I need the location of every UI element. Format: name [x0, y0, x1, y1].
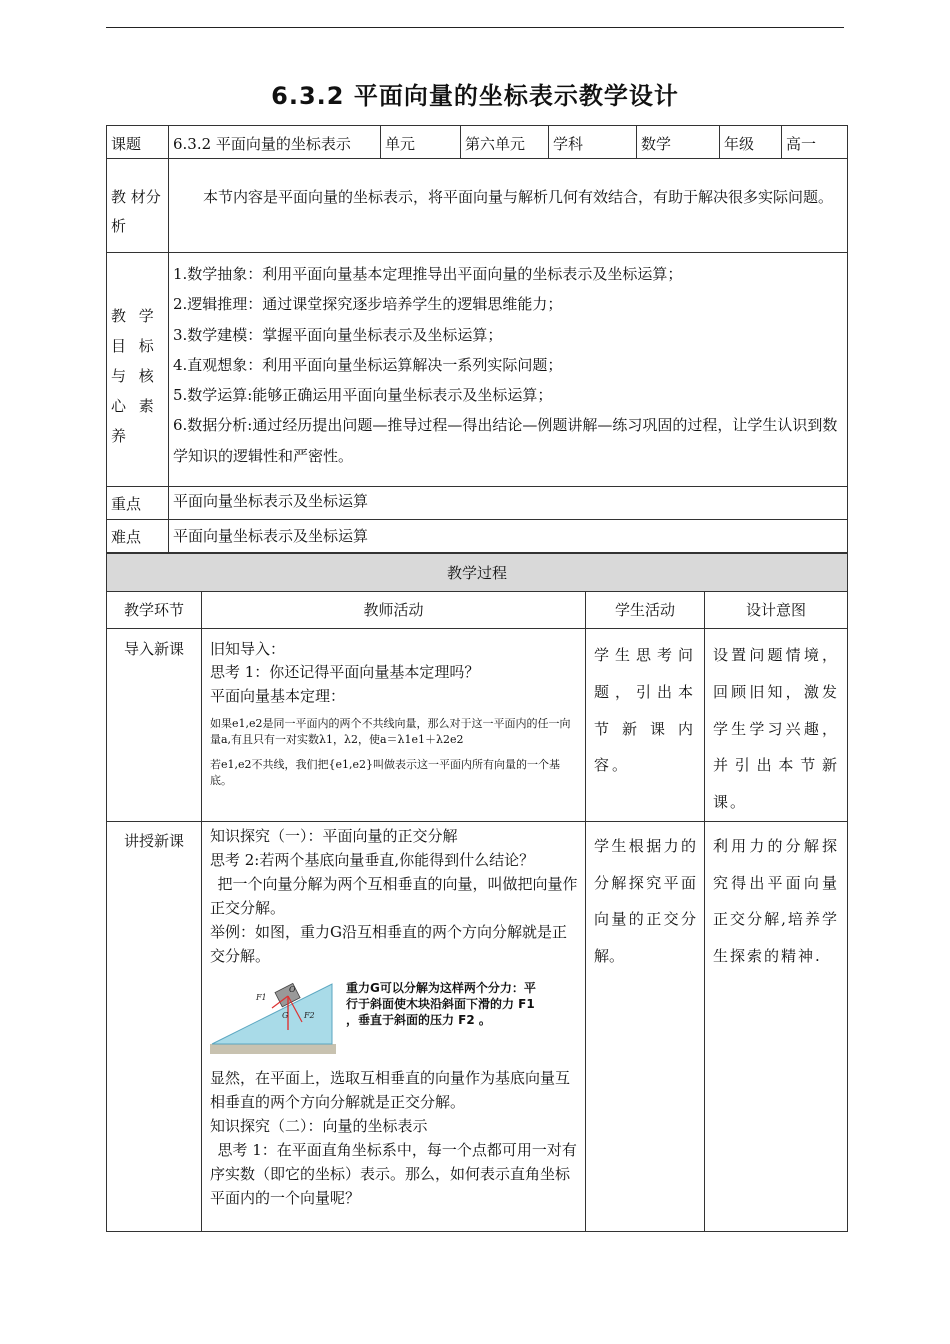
teacher-line: 旧知导入： [210, 640, 286, 658]
g-label: G [282, 1010, 289, 1020]
goal-item: 2.逻辑推理：通过课堂探究逐步培养学生的逻辑思维能力； [173, 295, 563, 314]
student-cell: 学生根据力的分解探究平面向量的正交分解。 [586, 821, 705, 1231]
key-point-text: 平面向量坐标表示及坐标运算 [169, 487, 848, 520]
process-row-intro [107, 629, 848, 822]
goal-item: 6.数据分析:通过经历提出问题—推导过程—得出结论—例题讲解—练习巩固的过程，让学生认识到数学知识的逻辑性和严密性。 [173, 416, 838, 465]
goals-row [107, 253, 848, 487]
col-teacher: 教师活动 [202, 592, 586, 629]
unit-label: 单元 [381, 126, 461, 159]
analysis-paragraph: 本节内容是平面向量的坐标表示，将平面向量与解析几何有效结合，有助于解决很多实际问题。 [203, 188, 834, 206]
topic-value: 6.3.2 平面向量的坐标表示 [169, 126, 381, 159]
goals-list [169, 253, 848, 487]
f1-label: F1 [256, 992, 267, 1002]
force-decomposition-figure [210, 978, 579, 1066]
analysis-text [169, 159, 848, 253]
student-cell: 学生思考问题，引出本节新课内容。 [586, 629, 705, 822]
teacher-line: 举例：如图，重力G沿互相垂直的两个方向分解就是正交分解。 [210, 922, 567, 965]
process-table [106, 553, 848, 1232]
teacher-line: 知识探究（二）：向量的坐标表示 [210, 1116, 428, 1135]
info-table [106, 125, 848, 553]
teacher-line: 思考 1：在平面直角坐标系中，每一个点都可用一对有序实数（即它的坐标）表示。那么，如何表示直角坐标平面内的一个向量呢？ [210, 1140, 577, 1207]
stage-cell: 讲授新课 [107, 821, 202, 1231]
goals-label-text: 教 学 目 标 与 核 心 素 养 [111, 307, 158, 445]
goals-label [107, 253, 169, 487]
subject-label: 学科 [549, 126, 637, 159]
key-point-label: 重点 [107, 487, 169, 520]
stage-cell: 导入新课 [107, 629, 202, 822]
figure-caption: 重力G可以分解为这样两个分力：平行于斜面使木块沿斜面下滑的力 F1 ，垂直于斜面的压力 F2 。 [346, 980, 536, 1028]
unit-value: 第六单元 [461, 126, 549, 159]
intent-cell: 设置问题情境，回顾旧知，激发学生学习兴趣，并引出本节新课。 [705, 629, 848, 822]
process-columns-row [107, 592, 848, 629]
analysis-label [107, 159, 169, 253]
teacher-line: 把一个向量分解为两个互相垂直的向量，叫做把向量作正交分解。 [210, 874, 578, 917]
goal-item: 1.数学抽象：利用平面向量基本定理推导出平面向量的坐标表示及坐标运算； [173, 265, 683, 283]
analysis-label-text: 教 材分析 [111, 188, 161, 235]
difficulty-label: 难点 [107, 520, 169, 553]
basis-statement: 若e1,e2不共线，我们把{e1,e2}叫做表示这一平面内所有向量的一个基底。 [210, 757, 561, 788]
key-point-row [107, 487, 848, 520]
process-header-row [107, 554, 848, 592]
grade-value: 高一 [782, 126, 848, 159]
difficulty-row [107, 520, 848, 553]
theorem-statement: 如果e1,e2是同一平面内的两个不共线向量，那么对于这一平面内的任一向量a,有且只有一对实数λ1，λ2，使a＝λ1e1＋λ2e2 [210, 716, 571, 747]
incline-diagram [210, 978, 340, 1058]
teacher-line: 思考 2:若两个基底向量垂直,你能得到什么结论？ [210, 850, 535, 869]
teacher-line: 知识探究（一）：平面向量的正交分解 [210, 826, 458, 845]
f2-label: F2 [304, 1010, 315, 1020]
ground-shape [210, 1044, 336, 1054]
intent-cell: 利用力的分解探究得出平面向量正交分解,培养学生探索的精神. [705, 821, 848, 1231]
goal-item: 5.数学运算:能够正确运用平面向量坐标表示及坐标运算； [173, 386, 553, 405]
col-intent: 设计意图 [705, 592, 848, 629]
process-header: 教学过程 [107, 554, 848, 592]
difficulty-text: 平面向量坐标表示及坐标运算 [169, 520, 848, 553]
teacher-cell [202, 821, 586, 1231]
page-title: 6.3.2 平面向量的坐标表示教学设计 [271, 82, 679, 110]
o-label: O [289, 984, 296, 994]
analysis-row [107, 159, 848, 253]
process-row-lecture [107, 821, 848, 1231]
teacher-line: 显然，在平面上，选取互相垂直的向量作为基底向量互相垂直的两个方向分解就是正交分解。 [210, 1068, 571, 1111]
teacher-cell [202, 629, 586, 822]
header-rule [106, 27, 844, 28]
col-student: 学生活动 [586, 592, 705, 629]
col-stage: 教学环节 [107, 592, 202, 629]
teacher-line: 平面向量基本定理： [210, 686, 346, 705]
subject-value: 数学 [637, 126, 720, 159]
info-row [107, 126, 848, 159]
goal-item: 4.直观想象：利用平面向量坐标运算解决一系列实际问题； [173, 355, 563, 374]
goal-item: 3.数学建模：掌握平面向量坐标表示及坐标运算； [173, 325, 503, 344]
grade-label: 年级 [720, 126, 782, 159]
topic-label: 课题 [107, 126, 169, 159]
teacher-line: 思考 1：你还记得平面向量基本定理吗？ [210, 663, 480, 682]
